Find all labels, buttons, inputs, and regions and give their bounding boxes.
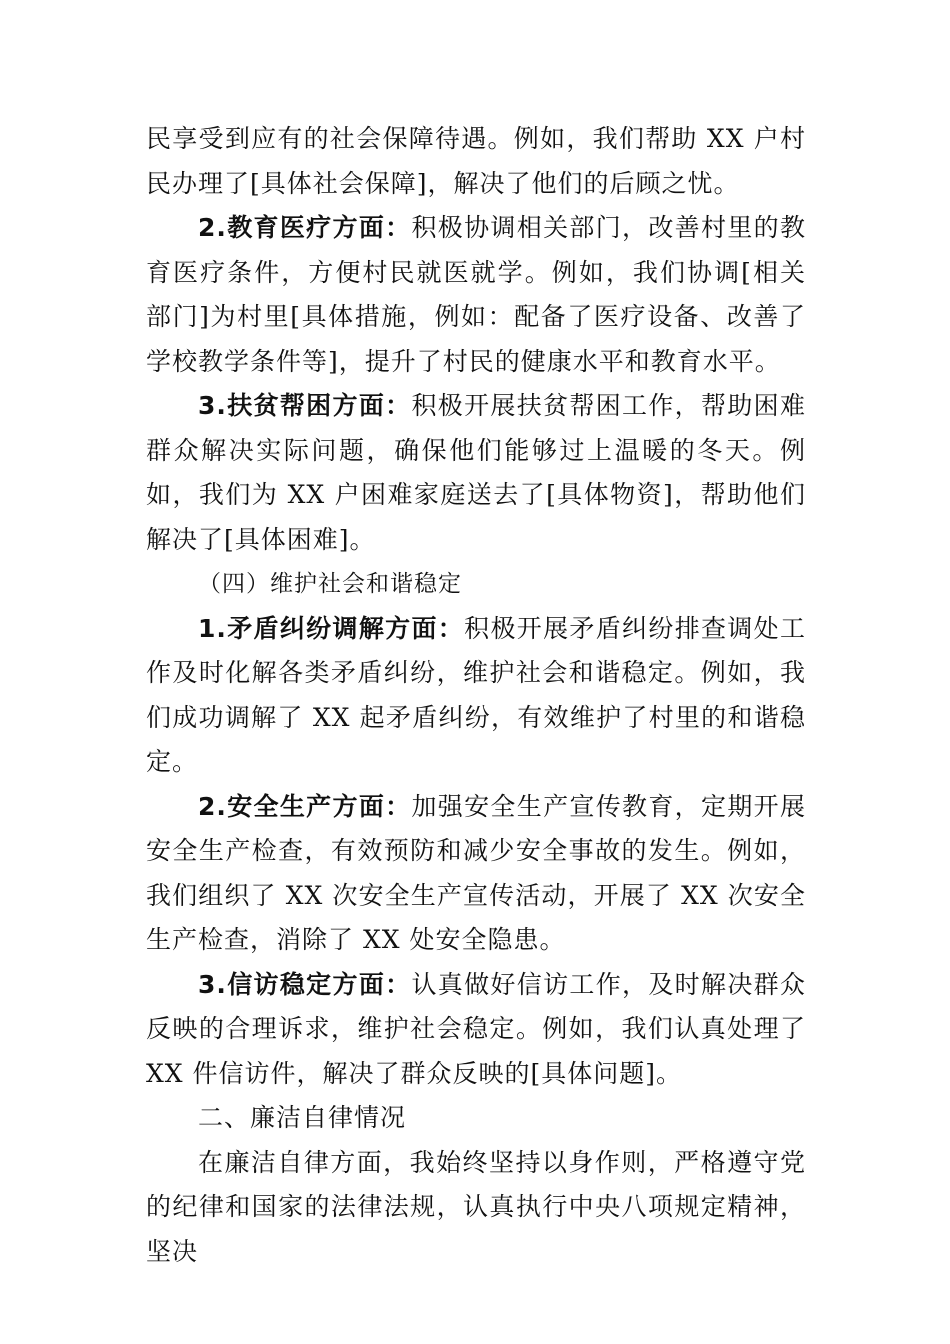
paragraph-text: 加强安全生产宣传教育，定期开展安全生产检查，有效预防和减少安全事故的发生。例如，我们组织了 XX 次安全生产宣传活动，开展了 XX 次安全生产检查，消除了 XX 处安全隐患。 [146,791,806,954]
paragraph-petition-stability [146,963,806,1097]
paragraph-text: 积极开展矛盾纠纷排查调处工作及时化解各类矛盾纠纷，维护社会和谐稳定。例如，我们成功调解了 XX 起矛盾纠纷，有效维护了村里的和谐稳定。 [146,613,806,776]
paragraph-label: 2.教育医疗方面： [198,213,412,242]
paragraph-label: 3.扶贫帮困方面： [198,391,412,420]
paragraph-text: 积极协调相关部门，改善村里的教育医疗条件，方便村民就医就学。例如，我们协调[相关部门]为村里[具体措施，例如：配备了医疗设备、改善了学校教学条件等]，提升了村民的健康水平和教育水平。 [146,213,806,376]
section-heading-social-stability [146,562,806,607]
paragraph-poverty-relief [146,384,806,562]
paragraph-label: 3.信访稳定方面： [198,969,412,999]
section-heading-text: （四）维护社会和谐稳定 [198,571,462,597]
paragraph-social-security-continuation [146,117,806,206]
paragraph-text: 积极开展扶贫帮困工作，帮助困难群众解决实际问题，确保他们能够过上温暖的冬天。例如，我们为 XX 户困难家庭送去了[具体物资]，帮助他们解决了[具体困难]。 [146,391,806,554]
paragraph-label: 2.安全生产方面： [198,791,412,821]
paragraph-text: 民享受到应有的社会保障待遇。例如，我们帮助 XX 户村民办理了[具体社会保障]，解决了他们的后顾之忧。 [146,124,806,198]
paragraph-work-safety [146,785,806,963]
document-body [146,117,806,1274]
section-heading-integrity [146,1096,806,1141]
paragraph-label: 1.矛盾纠纷调解方面： [198,613,465,643]
paragraph-integrity-intro [146,1141,806,1275]
section-heading-text: 二、廉洁自律情况 [198,1103,407,1132]
paragraph-text: 认真做好信访工作，及时解决群众反映的合理诉求，维护社会稳定。例如，我们认真处理了 XX 件信访件，解决了群众反映的[具体问题]。 [146,969,806,1088]
paragraph-text: 在廉洁自律方面，我始终坚持以身作则，严格遵守党的纪律和国家的法律法规，认真执行中央八项规定精神，坚决 [146,1147,806,1266]
paragraph-education-medical [146,206,806,384]
paragraph-dispute-mediation [146,607,806,785]
